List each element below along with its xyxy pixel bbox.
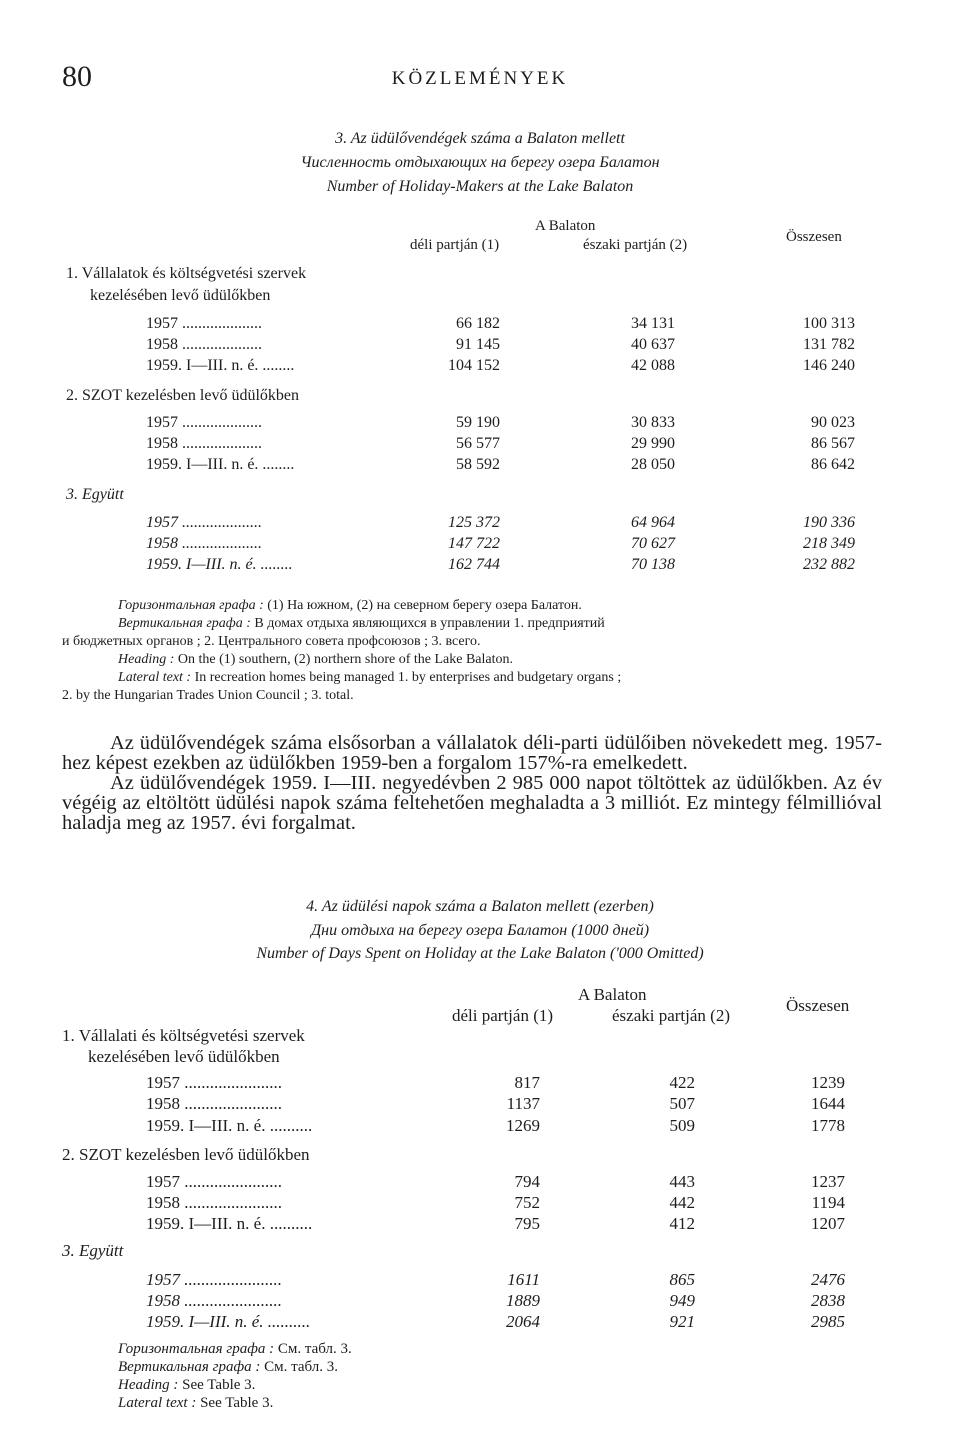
table3-col-north: északi partján (2) <box>583 237 688 253</box>
table4-col-north: északi partján (2) <box>612 1006 730 1025</box>
table3-col-south: déli partján (1) <box>410 237 500 253</box>
table3-title-hu: 3. Az üdülővendégek száma a Balaton mellett <box>335 130 625 147</box>
table4-note: Горизонтальная графа : См. табл. 3. <box>118 1341 352 1357</box>
table3-cell-south: 125 372 <box>448 514 500 531</box>
table4-title-hu: 4. Az üdülési napok száma a Balaton mellett (ezerben) <box>306 898 654 915</box>
table4-cell-south: 794 <box>514 1172 540 1191</box>
table4-section-1-label-cont: kezelésében levő üdülőkben <box>88 1047 280 1066</box>
table3-section-3-label: 3. Együtt <box>66 486 124 503</box>
table4-cell-south: 1137 <box>506 1094 540 1113</box>
table4-cell-north: 442 <box>669 1193 695 1212</box>
table4-cell-north: 412 <box>669 1214 695 1233</box>
table4-row-label: 1959. I—III. n. é. .......... <box>146 1214 313 1233</box>
table3-note: 2. by the Hungarian Trades Union Council ; 3. total. <box>62 688 354 703</box>
table3-row-label: 1959. I—III. n. é. ........ <box>146 456 295 473</box>
table3-cell-north: 34 131 <box>631 315 675 332</box>
table3-note: Heading : On the (1) southern, (2) northern shore of the Lake Balaton. <box>118 652 514 667</box>
table3-cell-total: 131 782 <box>803 336 855 353</box>
table3-note: Lateral text : In recreation homes being managed 1. by enterprises and budgetary organs ; <box>118 670 622 685</box>
table4-cell-south: 2064 <box>506 1312 540 1331</box>
table3-cell-total: 218 349 <box>803 535 855 552</box>
body-paragraph: Az üdülővendégek 1959. I—III. negyedévben 2 985 000 napot töltöttek az üdülőkben. Az év végéig az eltöltött üdülési napok száma feltehetően meghaladta a 3 milliót. Ez mintegy félmillióval haladja meg az 1957. évi forgalmat. <box>62 772 882 834</box>
table3-cell-south: 58 592 <box>456 456 500 473</box>
table4-row-label: 1959. I—III. n. é. .......... <box>146 1312 311 1331</box>
table3-cell-total: 86 567 <box>811 435 855 452</box>
table3-row-label: 1958 .................... <box>146 535 262 552</box>
table3-section-2-label: 2. SZOT kezelésben levő üdülőkben <box>66 387 299 404</box>
table3-cell-south: 147 722 <box>448 535 500 552</box>
table3-col-total: Összesen <box>786 229 842 245</box>
table4-cell-south: 795 <box>514 1214 540 1233</box>
table4-cell-total: 1237 <box>811 1172 845 1191</box>
table3-cell-south: 104 152 <box>448 357 500 374</box>
table3-cell-total: 86 642 <box>811 456 855 473</box>
table4-cell-south: 1611 <box>507 1270 540 1289</box>
table3-note: и бюджетных органов ; 2. Центрального совета профсоюзов ; 3. всего. <box>62 634 481 649</box>
table3-row-label: 1957 .................... <box>146 514 262 531</box>
table3-cell-south: 56 577 <box>456 435 500 452</box>
table4-cell-south: 1269 <box>506 1116 540 1135</box>
table4-cell-north: 507 <box>669 1094 695 1113</box>
table3-cell-south: 162 744 <box>448 556 500 573</box>
body-paragraph: Az üdülővendégek száma elsősorban a vállalatok déli-parti üdülőiben növekedett meg. 1957-hez képest ezekben az üdülőkben 1959-ben a forgalom 157%-ra emelkedett. <box>62 732 882 774</box>
table3-section-1-label: 1. Vállalatok és költségvetési szervek <box>66 265 307 282</box>
table4-row-label: 1957 ....................... <box>146 1270 282 1289</box>
table3-title-ru: Численность отдыхающих на берегу озера Балатон <box>300 154 660 171</box>
table3-cell-total: 146 240 <box>803 357 855 374</box>
table4-col-total: Összesen <box>786 996 850 1015</box>
body-text <box>62 733 882 833</box>
table3-row-label: 1958 .................... <box>146 435 262 452</box>
table4-row-label: 1959. I—III. n. é. .......... <box>146 1116 313 1135</box>
table3-cell-north: 28 050 <box>631 456 675 473</box>
table3-row-label: 1957 .................... <box>146 315 262 332</box>
table4-row-label: 1958 ....................... <box>146 1291 282 1310</box>
table3-row-label: 1957 .................... <box>146 414 262 431</box>
table4-title-ru: Дни отдыха на берегу озера Балатон (1000 дней) <box>310 922 650 939</box>
table4-section-2-label: 2. SZOT kezelésben levő üdülőkben <box>62 1145 310 1164</box>
table4-row-label: 1957 ....................... <box>146 1073 282 1092</box>
table4-row-label: 1958 ....................... <box>146 1094 282 1113</box>
table4-cell-south: 752 <box>514 1193 540 1212</box>
table3-cell-north: 70 627 <box>631 535 675 552</box>
table4-section-3-label: 3. Együtt <box>62 1241 124 1260</box>
table3-col-group: A Balaton <box>535 218 596 234</box>
table4-cell-total: 2476 <box>811 1270 845 1289</box>
table4-title-en: Number of Days Spent on Holiday at the Lake Balaton ('000 Omitted) <box>256 945 704 962</box>
table4-cell-north: 865 <box>669 1270 695 1289</box>
table4-cell-south: 817 <box>514 1073 540 1092</box>
table3-row-label: 1959. I—III. n. é. ........ <box>146 357 295 374</box>
table4-cell-south: 1889 <box>506 1291 540 1310</box>
table3-section-1-label-cont: kezelésében levő üdülőkben <box>90 287 271 304</box>
table4-cell-north: 422 <box>669 1073 695 1092</box>
table3-row-label: 1959. I—III. n. é. ........ <box>146 556 293 573</box>
table4-cell-total: 1239 <box>811 1073 845 1092</box>
table3-note: Горизонтальная графа : (1) На южном, (2) на северном берегу озера Балатон. <box>118 598 582 613</box>
table4-cell-total: 1207 <box>811 1214 845 1233</box>
table3-row-label: 1958 .................... <box>146 336 262 353</box>
table3-cell-north: 30 833 <box>631 414 675 431</box>
table3-note: Вертикальная графа : В домах отдыха являющихся в управлении 1. предприятий <box>118 616 605 631</box>
running-title: KÖZLEMÉNYEK <box>391 68 569 89</box>
table3-cell-south: 66 182 <box>456 315 500 332</box>
table3-title-en: Number of Holiday-Makers at the Lake Balaton <box>326 178 634 195</box>
table4-cell-total: 1194 <box>811 1193 845 1212</box>
table4-row-label: 1958 ....................... <box>146 1193 282 1212</box>
table4-cell-north: 921 <box>669 1312 695 1331</box>
table4-col-group: A Balaton <box>578 985 647 1004</box>
table3-cell-south: 59 190 <box>456 414 500 431</box>
table4-cell-total: 2985 <box>811 1312 845 1331</box>
table3-cell-total: 90 023 <box>811 414 855 431</box>
table3-cell-north: 70 138 <box>631 556 675 573</box>
table4-col-south: déli partján (1) <box>452 1006 554 1025</box>
table4-cell-north: 949 <box>669 1291 695 1310</box>
table4-cell-total: 1778 <box>811 1116 845 1135</box>
table3-cell-north: 64 964 <box>631 514 675 531</box>
table4-note: Heading : See Table 3. <box>118 1377 256 1393</box>
table3-cell-north: 29 990 <box>631 435 675 452</box>
table4-cell-north: 509 <box>669 1116 695 1135</box>
table4-note: Вертикальная графа : См. табл. 3. <box>118 1359 339 1375</box>
table4-section-1-label: 1. Vállalati és költségvetési szervek <box>62 1026 305 1045</box>
table3-cell-north: 40 637 <box>631 336 675 353</box>
table4-cell-north: 443 <box>669 1172 695 1191</box>
table3-cell-south: 91 145 <box>456 336 500 353</box>
table4-cell-total: 2838 <box>811 1291 845 1310</box>
table4-cell-total: 1644 <box>811 1094 845 1113</box>
table3-cell-north: 42 088 <box>631 357 675 374</box>
table4-row-label: 1957 ....................... <box>146 1172 282 1191</box>
table3-cell-total: 190 336 <box>803 514 855 531</box>
table3-cell-total: 232 882 <box>803 556 855 573</box>
table4-note: Lateral text : See Table 3. <box>118 1395 274 1411</box>
page-number: 80 <box>62 60 92 93</box>
table3-cell-total: 100 313 <box>803 315 855 332</box>
